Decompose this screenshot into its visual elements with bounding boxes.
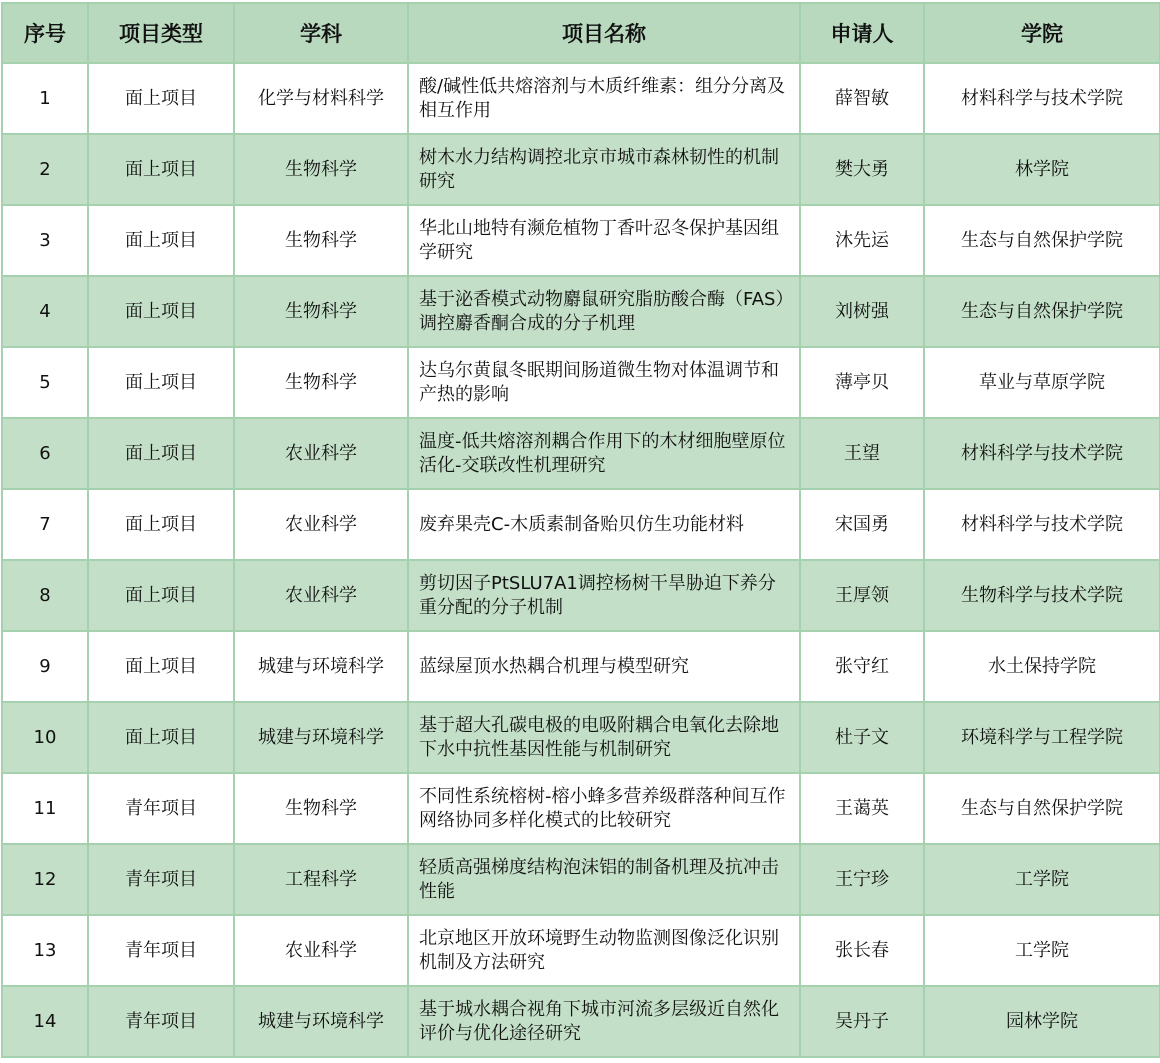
cell-index: 4 xyxy=(2,276,88,347)
table-body xyxy=(2,63,1160,1057)
cell-discipline: 生物科学 xyxy=(234,134,408,205)
cell-index: 6 xyxy=(2,418,88,489)
cell-college: 园林学院 xyxy=(924,986,1160,1057)
cell-applicant: 樊大勇 xyxy=(800,134,924,205)
cell-project-name: 不同性系统榕树-榕小蜂多营养级群落种间互作网络协同多样化模式的比较研究 xyxy=(408,773,800,844)
cell-applicant: 王望 xyxy=(800,418,924,489)
table-row xyxy=(2,773,1160,844)
cell-index: 13 xyxy=(2,915,88,986)
cell-project-name: 基于超大孔碳电极的电吸附耦合电氧化去除地下水中抗性基因性能与机制研究 xyxy=(408,702,800,773)
cell-project-name: 轻质高强梯度结构泡沫铝的制备机理及抗冲击性能 xyxy=(408,844,800,915)
cell-discipline: 生物科学 xyxy=(234,276,408,347)
cell-college: 生态与自然保护学院 xyxy=(924,276,1160,347)
cell-discipline: 农业科学 xyxy=(234,489,408,560)
table-row xyxy=(2,347,1160,418)
table-row xyxy=(2,915,1160,986)
cell-college: 生物科学与技术学院 xyxy=(924,560,1160,631)
header-index: 序号 xyxy=(2,3,88,63)
cell-project-type: 面上项目 xyxy=(88,560,234,631)
cell-applicant: 宋国勇 xyxy=(800,489,924,560)
cell-applicant: 杜子文 xyxy=(800,702,924,773)
cell-college: 水土保持学院 xyxy=(924,631,1160,702)
cell-project-type: 青年项目 xyxy=(88,915,234,986)
cell-applicant: 王厚领 xyxy=(800,560,924,631)
cell-project-type: 面上项目 xyxy=(88,134,234,205)
cell-project-name: 温度-低共熔溶剂耦合作用下的木材细胞壁原位活化-交联改性机理研究 xyxy=(408,418,800,489)
cell-college: 材料科学与技术学院 xyxy=(924,63,1160,134)
cell-applicant: 王宁珍 xyxy=(800,844,924,915)
cell-project-type: 面上项目 xyxy=(88,702,234,773)
cell-project-name: 蓝绿屋顶水热耦合机理与模型研究 xyxy=(408,631,800,702)
header-discipline: 学科 xyxy=(234,3,408,63)
cell-discipline: 农业科学 xyxy=(234,418,408,489)
cell-project-type: 面上项目 xyxy=(88,63,234,134)
projects-table xyxy=(1,2,1160,1058)
cell-college: 林学院 xyxy=(924,134,1160,205)
table-row xyxy=(2,489,1160,560)
cell-applicant: 吴丹子 xyxy=(800,986,924,1057)
cell-index: 9 xyxy=(2,631,88,702)
cell-applicant: 王蔼英 xyxy=(800,773,924,844)
cell-index: 11 xyxy=(2,773,88,844)
cell-index: 3 xyxy=(2,205,88,276)
cell-project-type: 面上项目 xyxy=(88,276,234,347)
cell-project-name: 酸/碱性低共熔溶剂与木质纤维素：组分分离及相互作用 xyxy=(408,63,800,134)
cell-project-type: 面上项目 xyxy=(88,205,234,276)
table-row xyxy=(2,205,1160,276)
cell-discipline: 化学与材料科学 xyxy=(234,63,408,134)
cell-college: 生态与自然保护学院 xyxy=(924,205,1160,276)
table-row xyxy=(2,63,1160,134)
cell-college: 生态与自然保护学院 xyxy=(924,773,1160,844)
cell-project-name: 华北山地特有濒危植物丁香叶忍冬保护基因组学研究 xyxy=(408,205,800,276)
cell-index: 10 xyxy=(2,702,88,773)
cell-project-type: 面上项目 xyxy=(88,347,234,418)
cell-applicant: 薄亭贝 xyxy=(800,347,924,418)
cell-project-type: 面上项目 xyxy=(88,418,234,489)
cell-discipline: 生物科学 xyxy=(234,347,408,418)
cell-discipline: 工程科学 xyxy=(234,844,408,915)
cell-college: 材料科学与技术学院 xyxy=(924,489,1160,560)
cell-college: 材料科学与技术学院 xyxy=(924,418,1160,489)
cell-project-type: 面上项目 xyxy=(88,631,234,702)
table-row xyxy=(2,276,1160,347)
cell-project-name: 北京地区开放环境野生动物监测图像泛化识别机制及方法研究 xyxy=(408,915,800,986)
table-row xyxy=(2,560,1160,631)
cell-index: 2 xyxy=(2,134,88,205)
cell-project-type: 青年项目 xyxy=(88,773,234,844)
cell-applicant: 沐先运 xyxy=(800,205,924,276)
table-row xyxy=(2,631,1160,702)
cell-applicant: 刘树强 xyxy=(800,276,924,347)
header-college: 学院 xyxy=(924,3,1160,63)
cell-applicant: 薛智敏 xyxy=(800,63,924,134)
cell-college: 工学院 xyxy=(924,844,1160,915)
header-row xyxy=(2,3,1160,63)
table-row xyxy=(2,418,1160,489)
cell-project-name: 基于城水耦合视角下城市河流多层级近自然化评价与优化途径研究 xyxy=(408,986,800,1057)
table-row xyxy=(2,702,1160,773)
cell-index: 14 xyxy=(2,986,88,1057)
cell-college: 环境科学与工程学院 xyxy=(924,702,1160,773)
cell-project-type: 青年项目 xyxy=(88,986,234,1057)
cell-applicant: 张长春 xyxy=(800,915,924,986)
table-row xyxy=(2,844,1160,915)
header-project-name: 项目名称 xyxy=(408,3,800,63)
cell-discipline: 农业科学 xyxy=(234,560,408,631)
cell-project-name: 达乌尔黄鼠冬眠期间肠道微生物对体温调节和产热的影响 xyxy=(408,347,800,418)
header-project-type: 项目类型 xyxy=(88,3,234,63)
cell-index: 12 xyxy=(2,844,88,915)
cell-index: 1 xyxy=(2,63,88,134)
cell-project-name: 树木水力结构调控北京市城市森林韧性的机制研究 xyxy=(408,134,800,205)
header-applicant: 申请人 xyxy=(800,3,924,63)
cell-project-type: 青年项目 xyxy=(88,844,234,915)
cell-project-type: 面上项目 xyxy=(88,489,234,560)
cell-project-name: 基于泌香模式动物麝鼠研究脂肪酸合酶（FAS）调控麝香酮合成的分子机理 xyxy=(408,276,800,347)
table-row xyxy=(2,134,1160,205)
cell-discipline: 城建与环境科学 xyxy=(234,702,408,773)
cell-discipline: 生物科学 xyxy=(234,205,408,276)
cell-index: 8 xyxy=(2,560,88,631)
cell-discipline: 城建与环境科学 xyxy=(234,986,408,1057)
cell-project-name: 废弃果壳C-木质素制备贻贝仿生功能材料 xyxy=(408,489,800,560)
table-row xyxy=(2,986,1160,1057)
cell-index: 5 xyxy=(2,347,88,418)
cell-project-name: 剪切因子PtSLU7A1调控杨树干旱胁迫下养分重分配的分子机制 xyxy=(408,560,800,631)
cell-discipline: 城建与环境科学 xyxy=(234,631,408,702)
cell-applicant: 张守红 xyxy=(800,631,924,702)
cell-discipline: 生物科学 xyxy=(234,773,408,844)
cell-college: 工学院 xyxy=(924,915,1160,986)
cell-index: 7 xyxy=(2,489,88,560)
cell-college: 草业与草原学院 xyxy=(924,347,1160,418)
cell-discipline: 农业科学 xyxy=(234,915,408,986)
